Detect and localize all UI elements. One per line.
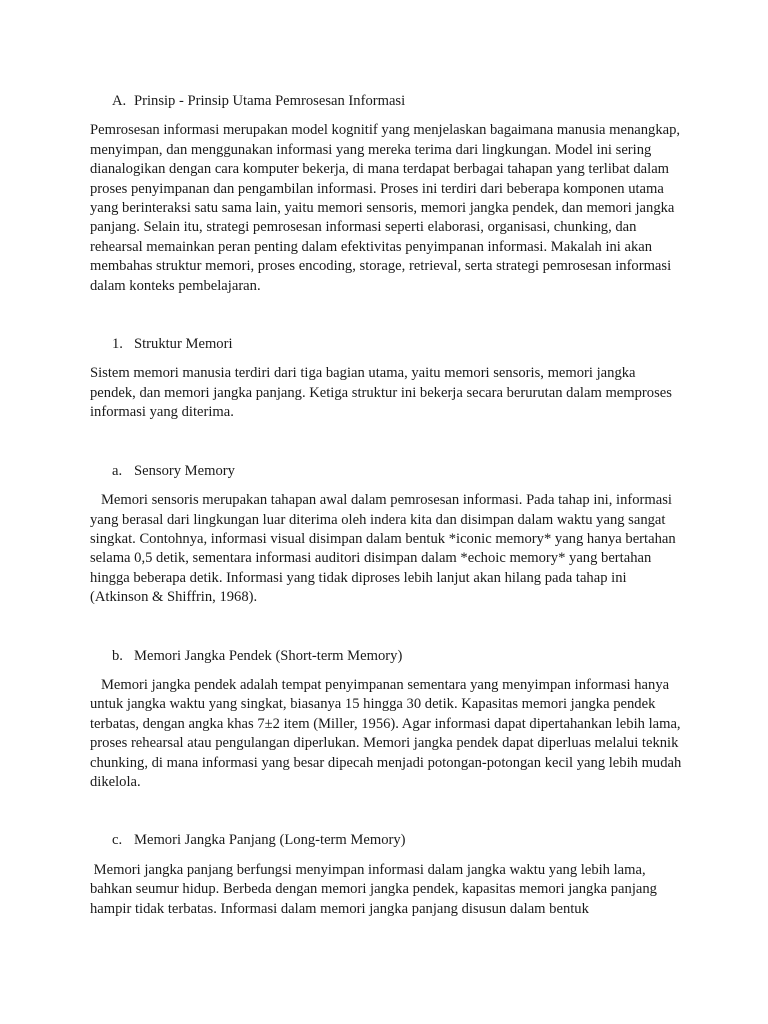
heading-marker: c. (112, 832, 123, 849)
section-heading-1 (90, 335, 682, 354)
heading-title: Memori Jangka Panjang (Long-term Memory) (134, 832, 406, 849)
spacer (90, 296, 682, 335)
heading-title: Prinsip - Prinsip Utama Pemrosesan Informasi (134, 93, 406, 109)
heading-marker: b. (112, 647, 123, 664)
section-paragraph-sensory: Memori sensoris merupakan tahapan awal dalam pemrosesan informasi. Pada tahap ini, informasi yang berasal dari lingkungan luar diterima oleh indera kita dan disimpan dalam waktu yang sangat singkat. Contohnya, informasi visual disimpan dalam bentuk *iconic memory* yang hanya bertahan selama 0,5 detik, sementara informasi auditori disimpan dalam *echoic memory* yang bertahan hingga beberapa detik. Informasi yang tidak diproses lebih lanjut akan hilang pada tahap ini (Atkinson & Shiffrin, 1968). (90, 492, 680, 606)
heading-marker: 1. (112, 336, 123, 353)
section-paragraph-long-term: Memori jangka panjang berfungsi menyimpan informasi dalam jangka waktu yang lebih lama, bahkan seumur hidup. Berbeda dengan memori jangka pendek, kapasitas memori jangka panjang hampir tidak terbatas. Informasi dalam memori jangka panjang disusun dalam bentuk (90, 861, 661, 917)
section-paragraph-1: Sistem memori manusia terdiri dari tiga bagian utama, yaitu memori sensoris, memori jangka pendek, dan memori jangka panjang. Ketiga struktur ini bekerja secara berurutan dalam memproses informasi yang diterima. (90, 365, 676, 421)
heading-title: Memori Jangka Pendek (Short-term Memory) (134, 647, 403, 664)
section-heading-c (90, 831, 682, 850)
heading-title: Sensory Memory (134, 462, 235, 479)
heading-marker: a. (112, 462, 123, 479)
section-paragraph-a: Pemrosesan informasi merupakan model kognitif yang menjelaskan bagaimana manusia menangkap, menyimpan, dan menggunakan informasi yang mereka terima dari lingkungan. Model ini sering dianalogikan dengan cara komputer bekerja, di mana terdapat berbagai tahapan yang terlibat dalam proses penyimpanan dan pengambilan informasi. Proses ini terdiri dari beberapa komponen utama yang berinteraksi satu sama lain, yaitu memori sensoris, memori jangka pendek, dan memori jangka panjang. Selain itu, strategi pemrosesan informasi seperti elaborasi, organisasi, chunking, dan rehearsal memainkan peran penting dalam efektivitas penyimpanan informasi. Makalah ini akan membahas struktur memori, proses encoding, storage, retrieval, serta strategi pemrosesan informasi dalam konteks pembelajaran. (90, 122, 684, 294)
section-heading-a-sensory (90, 462, 682, 481)
spacer (90, 608, 682, 647)
section-paragraph-short-term: Memori jangka pendek adalah tempat penyimpanan sementara yang menyimpan informasi hanya untuk jangka waktu yang singkat, biasanya 15 hingga 30 detik. Kapasitas memori jangka pendek terbatas, dengan angka khas 7±2 item (Miller, 1956). Agar informasi dapat dipertahankan lebih lama, proses rehearsal atau pengulangan diperlukan. Memori jangka pendek dapat diperluas melalui teknik chunking, di mana informasi yang besar dipecah menjadi potongan-potongan kecil yang lebih mudah dikelola. (90, 676, 685, 790)
heading-marker: A. (112, 93, 127, 109)
section-heading-b (90, 647, 682, 666)
document-page (90, 92, 685, 919)
heading-title: Struktur Memori (134, 336, 233, 353)
spacer (90, 792, 682, 831)
spacer (90, 423, 682, 462)
section-heading-a (90, 92, 682, 111)
